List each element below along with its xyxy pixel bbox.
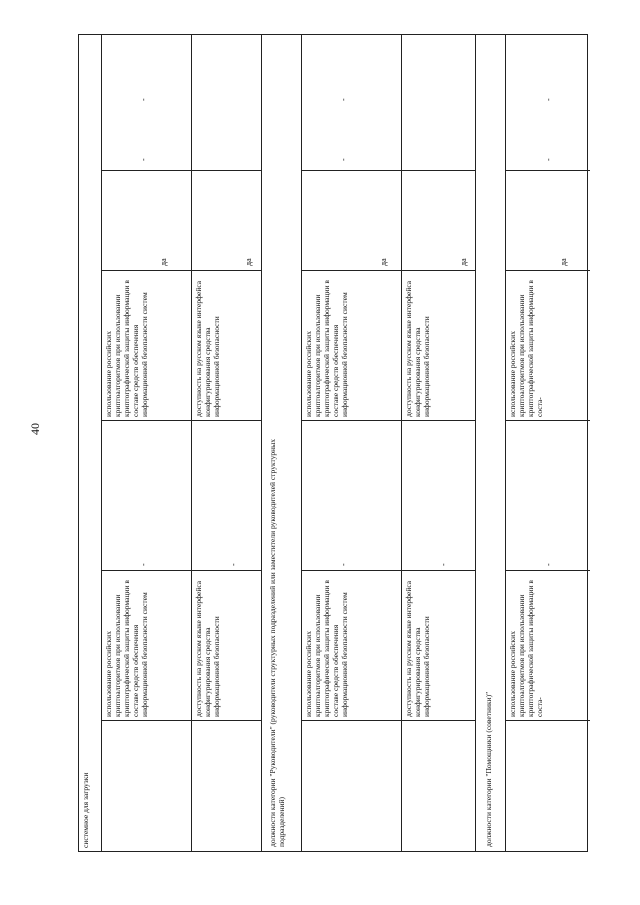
table-row (401, 35, 475, 851)
value-dash: - (339, 98, 348, 101)
value-dash: - (544, 563, 553, 566)
requirement-text: использование российских криптоалгоритмов при использовании криптографической защиты информации в соста- (508, 280, 544, 417)
page-number: 40 (28, 423, 42, 435)
value-dash: - (544, 98, 553, 101)
value-dash: - (339, 158, 348, 161)
requirement-text: использование российских криптоалгоритмов при использовании криптографической защиты информации в составе средств обеспечения информационной безопасности систем (304, 580, 349, 717)
requirement-text: доступность на русском языке интерфейса конфигурирования средства информационной безопасности (194, 280, 221, 417)
requirement-text: использование российских криптоалгоритмов при использовании криптографической защиты информации в составе средств обеспечения информационной безопасности систем (104, 580, 149, 717)
value-yes: да (559, 258, 568, 266)
value-dash: - (544, 158, 553, 161)
value-yes: да (159, 258, 168, 266)
row-label: системное для загрузки (81, 772, 90, 848)
value-dash: - (139, 98, 148, 101)
section-title: должности категории "Руководители" (руководители структурных подразделений или заместители руководителей структурных подразделений) (268, 439, 286, 847)
value-yes: да (459, 258, 468, 266)
value-yes: да (379, 258, 388, 266)
value-dash: - (139, 158, 148, 161)
value-dash: - (229, 563, 238, 566)
requirement-text: использование российских криптоалгоритмов при использовании криптографической защиты информации в соста- (508, 580, 544, 717)
value-dash: - (439, 563, 448, 566)
section-title: должности категории "Помощники (советники)" (484, 691, 493, 847)
requirement-text: доступность на русском языке интерфейса конфигурирования средства информационной безопасности (194, 580, 221, 717)
specification-table (78, 34, 588, 852)
value-dash: - (139, 563, 148, 566)
table-row (79, 35, 101, 851)
requirement-text: доступность на русском языке интерфейса конфигурирования средства информационной безопасности (404, 280, 431, 417)
table-row (191, 35, 261, 851)
section-header (475, 35, 505, 851)
value-dash: - (339, 563, 348, 566)
table-row (301, 35, 401, 851)
requirement-text: доступность на русском языке интерфейса конфигурирования средства информационной безопасности (404, 580, 431, 717)
section-header (261, 35, 301, 851)
requirement-text: использование российских криптоалгоритмов при использовании криптографической защиты информации в составе средств обеспечения информационной безопасности систем (304, 280, 349, 417)
requirement-text: использование российских криптоалгоритмов при использовании криптографической защиты информации в составе средств обеспечения информационной безопасности систем (104, 280, 149, 417)
value-yes: да (244, 258, 253, 266)
